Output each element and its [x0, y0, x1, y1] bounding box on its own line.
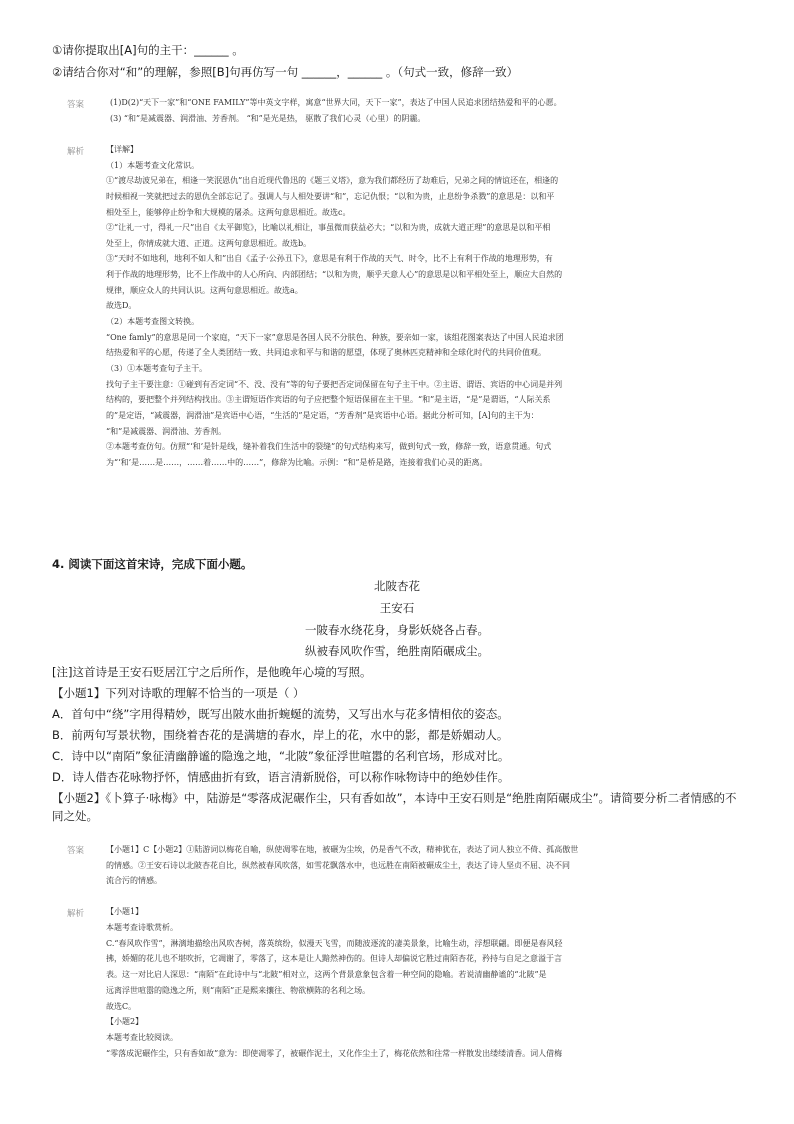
explanation-line: C.“春风吹作雪”，淋漓地描绘出风吹杏树，落英缤纷，似漫天飞雪，而随波逐流的凄美景象，比喻生动，浮想联翩。即便是春风轻	[106, 938, 563, 948]
poem-line: 纵被春风吹作雪，绝胜南陌碾成尘。	[305, 644, 489, 658]
answer-label: 答案	[67, 100, 85, 110]
explanation-line: ①“渡尽劫波兄弟在，相逢一笑泯恩仇”出自近现代鲁迅的《题三义塔》，意为我们都经历了劫难后，兄弟之间的情谊还在，相逢的	[106, 176, 559, 186]
explanation-line: “和”是减震器、润滑油、芳香剂。	[106, 426, 227, 436]
explanation-line: 利于作战的地理形势，比不上作战中的人心所向、内部团结；“以和为贵，顺乎天意人心”的意思是以和平相处至上，顺应大自然的	[106, 270, 563, 280]
answer-line: 【小题1】C【小题2】①陆游词以梅花自喻，纵使凋零在地，被碾为尘埃，仍是香气不改，精神犹在，表达了词人独立不倚、孤高傲世	[106, 845, 579, 854]
explanation-line: 的”是定语，“减震器，润滑油”是宾语中心语，“生活的”是定语，“芳香剂”是宾语中心语。据此分析可知，[A]句的主干为：	[106, 410, 539, 420]
explanation-line: ③“天时不如地利，地利不如人和”出自《孟子·公孙丑下》，意思是有利于作战的天气、时令，比不上有利于作战的地理形势，有	[106, 254, 553, 264]
explanation-line: （1）本题考查文化常识。	[106, 160, 200, 170]
q3-subquestion-1: ①请你提取出[A]句的主干：______ 。	[52, 43, 244, 57]
explanation-line: 找句子主干要注意：①碰到有否定词“不、没、没有”等的句子要把否定词保留在句子主干中。②主语、谓语、宾语的中心词是并列	[106, 379, 563, 389]
poem-title: 北陂杏花	[374, 579, 420, 593]
q3-answer-block	[110, 97, 562, 128]
explanation-line: 【详解】	[106, 145, 138, 154]
explanation-line: （3）①本题考查句子主干。	[106, 363, 208, 373]
explanation-label: 解析	[67, 909, 85, 919]
explanation-line: “零落成泥碾作尘，只有香如故”意为：即使凋零了，被碾作泥土，又化作尘土了，梅花依然和往常一样散发出缕缕清香。词人借梅	[106, 1048, 563, 1058]
explanation-line: （2）本题考查图文转换。	[106, 317, 200, 327]
q4-explanation-block	[106, 906, 563, 1064]
poem-line: 一陂春水绕花身，身影妖娆各占春。	[305, 623, 489, 637]
explanation-line: 【小题1】	[106, 907, 144, 916]
answer-line: (3) “和”是减震器、润滑油、芳香剂。 “和”是光是热， 驱散了我们心灵（心里）的阴霾。	[110, 113, 426, 123]
subquestion-2: 【小题2】《卜算子·咏梅》中，陆游是“零落成泥碾作尘，只有香如故”，本诗中王安石则是“绝胜南陌碾成尘”。请简要分析二者情感的不	[52, 791, 737, 805]
answer-label: 答案	[67, 846, 85, 856]
option-c: C．诗中以“南陌”象征清幽静谧的隐逸之地，“北陂”象征浮世喧嚣的名利官场，形成对比。	[52, 749, 510, 763]
poem-note: [注]这首诗是王安石贬居江宁之后所作，是他晚年心境的写照。	[52, 665, 372, 679]
explanation-line: ②“让礼一寸，得礼一尺”出自《太平御览》，比喻以礼相让，事虽微而获益必大；“以和为贵，成就大道正理”的意思是以和平相	[106, 223, 551, 233]
explanation-line: 拂，娇媚的花儿也不堪吹折，它凋谢了，零落了，这本是让人黯然神伤的。但诗人却偏说它胜过南陌杏花，矜持与自足之意溢于言	[106, 954, 562, 964]
explanation-line: 相处至上，能够停止纷争和大规模的屠杀。这两句意思相近。故选c。	[106, 207, 351, 217]
explanation-line: 故选D。	[106, 301, 137, 311]
subquestion-2-cont: 同之处。	[52, 809, 98, 823]
option-d: D．诗人借杏花咏物抒怀，情感曲折有致，语言清新脱俗，可以称作咏物诗中的绝妙佳作。	[52, 770, 510, 784]
poem-author: 王安石	[379, 601, 415, 615]
q3-subquestion-2: ②请结合你对“和”的理解，参照[B]句再仿写一句 ______，______ 。（句式一致，修辞一致）	[52, 65, 519, 79]
q3-explanation-block	[106, 144, 564, 472]
explanation-line: 表。这一对比启人深思：“南陌”在此诗中与“北陂”相对立，这两个背景意象包含着一种空间的隐喻。若说清幽静谧的“北陂”是	[106, 970, 547, 979]
q4-answer-block	[106, 844, 578, 891]
answer-line: 的情感。②王安石诗以北陂杏花自比，纵然被春风吹落，如雪花飘落水中，也远胜在南陌被碾成尘土，表达了诗人坚贞不屈、决不同	[106, 860, 570, 870]
explanation-label: 解析	[67, 147, 85, 157]
explanation-line: 【小题2】	[106, 1017, 144, 1027]
explanation-line: ②本题考查仿句。仿照“‘和’是针是线，缝补着我们生活中的裂缝”的句式结构来写，做到句式一致，修辞一致，语意贯通。句式	[106, 442, 552, 452]
explanation-line: 结热爱和平的心愿，传递了全人类团结一致、共同追求和平与和谐的愿望，体现了奥林匹克精神和全球化时代的共同价值观。	[106, 348, 546, 358]
explanation-line: 处至上，你情成就大道、正道。这两句意思相近。故选b。	[106, 238, 312, 248]
explanation-line: 为“‘和’是……是……，……着……中的……”，修辞为比喻。示例：“和”是桥是路，连接着我们心灵的距离。	[106, 457, 488, 467]
explanation-line: 时候相视一笑就把过去的恩仇全部忘记了。强调人与人相处要讲“和”，忘记仇恨；“以和为贵，止息纷争杀戮”的意思是：以和平	[106, 191, 555, 201]
explanation-line: 结构的，要把整个并列结构找出。③主谓短语作宾语的句子应把整个短语保留在主干里。“和”是主语，“是”是谓语，“人际关系	[106, 395, 551, 405]
option-b: B．前两句写景状物，围绕着杏花的是满塘的春水，岸上的花，水中的影，都是娇媚动人。	[52, 728, 509, 742]
explanation-line: “One famly”的意思是同一个家庭，“天下一家”意思是各国人民不分肤色、种族，要亲如一家，该组花图案表达了中国人民追求团	[106, 332, 564, 342]
q4-heading: 4. 阅读下面这首宋诗，完成下面小题。	[52, 557, 253, 571]
subquestion-1: 【小题1】下列对诗歌的理解不恰当的一项是（ ）	[52, 686, 305, 700]
answer-line: (1)D(2)“天下一家”和“ONE FAMILY”等中英文字样，寓意“世界大同，天下一家”，表达了中国人民追求团结热爱和平的心愿。	[110, 98, 562, 107]
explanation-line: 本题考查比较阅读。	[106, 1033, 178, 1042]
explanation-line: 远离浮世喧嚣的隐逸之所，则“南陌”正是熙来攘往、物欲横陈的名利之场。	[106, 985, 371, 995]
explanation-line: 本题考查诗歌赏析。	[106, 922, 178, 932]
answer-line: 流合污的情感。	[106, 876, 162, 886]
explanation-line: 规律，顺应众人的共同认识。这两句意思相近。故选a。	[106, 285, 303, 295]
explanation-line: 故选C。	[106, 1001, 137, 1011]
option-a: A．首句中“绕”字用得精妙，既写出陂水曲折蜿蜒的流势，又写出水与花多情相依的姿态。	[52, 707, 509, 721]
